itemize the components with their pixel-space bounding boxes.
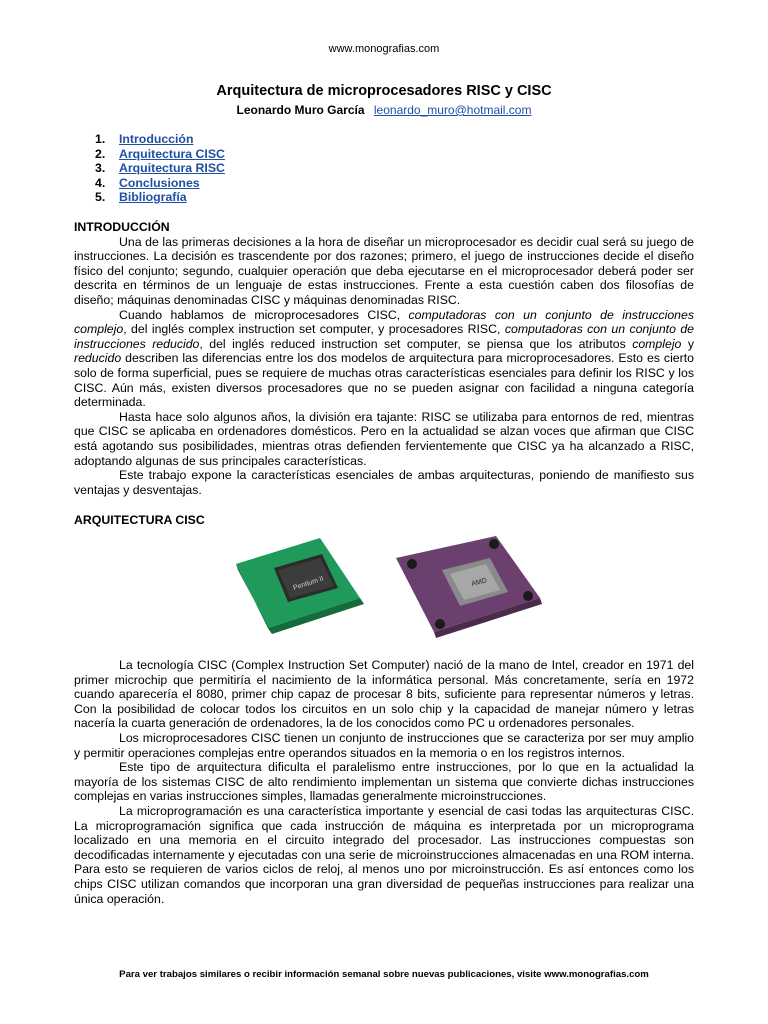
author-email-link[interactable]: leonardo_muro@hotmail.com xyxy=(373,103,532,117)
cisc-heading-block xyxy=(74,513,694,528)
italic-text: computadoras con un conjunto de instrucciones complejo xyxy=(74,307,694,337)
introduccion-section xyxy=(74,220,694,497)
toc-number: 4. xyxy=(95,175,106,190)
processor-images xyxy=(228,528,548,640)
paragraph: La tecnología CISC (Complex Instruction Set Computer) nació de la mano de Intel, creador en 1971 del primer microchip que permitiría el nacimiento de la informática personal. Más concretamente, sería en 1972 cuando aparecería el 8080, primer chip capaz de procesar 8 bits, suficiente para representar números y letras. Con la posibilidad de colocar todos los circuitos en un solo chip y la capacidad de manejar número y letras nacería la cuarta generación de ordenadores, la de los conocidos como PC u ordenadores personales. xyxy=(74,658,694,731)
toc-link-arquitectura-cisc[interactable]: Arquitectura CISC xyxy=(119,146,225,161)
paragraph: Este tipo de arquitectura dificulta el paralelismo entre instrucciones, por lo que en la actualidad la mayoría de los sistemas CISC de alto rendimiento implementan un sistema que convierte dichas instrucciones complejas en varias instrucciones simples, llamadas generalmente microinstrucciones. xyxy=(74,760,694,804)
toc-item xyxy=(95,161,225,176)
toc-link-bibliografia[interactable]: Bibliografía xyxy=(119,190,187,205)
toc-link-arquitectura-risc[interactable]: Arquitectura RISC xyxy=(119,161,225,176)
text-run: Cuando hablamos de microprocesadores CISC, xyxy=(119,307,409,322)
paragraph: Hasta hace solo algunos años, la división era tajante: RISC se utilizaba para entornos de red, mientras que CISC se aplicaba en ordenadores domésticos. Pero en la actualidad se alzan voces que afirman que CISC está agotando sus posibilidades, mientras otras defienden fervientemente que CISC ya ha alcanzado a RISC, adoptando algunas de sus principales características. xyxy=(74,409,694,468)
paragraph xyxy=(74,308,694,410)
text-run: , del inglés reduced instruction set computer, se piensa que los atributos xyxy=(199,336,633,351)
italic-text: reducido xyxy=(74,351,122,366)
toc-number: 3. xyxy=(95,161,106,176)
amd-chip-image xyxy=(396,536,542,638)
toc-item xyxy=(95,132,225,147)
toc-item xyxy=(95,147,225,162)
table-of-contents xyxy=(95,132,225,205)
intel-chip-image xyxy=(236,538,364,634)
toc-item xyxy=(95,176,225,191)
toc-link-conclusiones[interactable]: Conclusiones xyxy=(119,175,200,190)
intel-chip-marking: Pentium II xyxy=(292,575,325,592)
paragraph: Este trabajo expone la características esenciales de ambas arquitecturas, poniendo de manifiesto sus ventajas y desventajas. xyxy=(74,468,694,497)
toc-item xyxy=(95,190,225,205)
document-title: Arquitectura de microprocesadores RISC y CISC xyxy=(216,83,552,99)
processor-illustration xyxy=(228,528,548,640)
paragraph: La microprogramación es una característica importante y esencial de casi todas las arquitecturas CISC. La microprogramación significa que cada instrucción de máquina es interpretada por un microprograma localizado en una memoria en el circuito integrado del procesador. Las instrucciones compuestas son decodificadas internamente y ejecutadas con una serie de microinstrucciones almacenadas en una ROM interna. Para esto se requieren de varios ciclos de reloj, al menos uno por microinstrucción. Es así entonces como los chips CISC utilizan comandos que incorporan una gran diversidad de pequeñas instrucciones para realizar una única operación. xyxy=(74,803,694,906)
author-line xyxy=(0,103,768,118)
section-heading-arquitectura-cisc: ARQUITECTURA CISC xyxy=(74,513,205,527)
paragraph: Una de las primeras decisiones a la hora de diseñar un microprocesador es decidir cual será su juego de instrucciones. La decisión es trascendente por dos razones; primero, el juego de instrucciones decide el diseño físico del conjunto; segundo, cualquier operación que deba ejecutarse en el microprocesador deberá poder ser descrita en términos de un lenguaje de estas instrucciones. Frente a esta cuestión caben dos filosofías de diseño; máquinas denominadas CISC y máquinas denominadas RISC. xyxy=(74,234,694,307)
italic-text: complejo xyxy=(632,336,682,351)
author-name: Leonardo Muro García xyxy=(236,103,365,117)
text-run: describen las diferencias entre los dos modelos de arquitectura para microprocesadores. Esto es cierto solo de forma superficial, pues se requiere de muchas otras características esenciales para definir los RISC y los CISC. Aún más, existen diversos procesadores que no se pueden asignar con facilidad a ninguna categoría determinada. xyxy=(74,351,694,410)
page-footer: Para ver trabajos similares o recibir información semanal sobre nuevas publicaciones, visite www.monografias.com xyxy=(119,969,649,980)
paragraph: Los microprocesadores CISC tienen un conjunto de instrucciones que se caracteriza por ser muy amplio y permitir operaciones complejas entre operandos situados en la memoria o en los registros internos. xyxy=(74,730,694,760)
section-heading-introduccion: INTRODUCCIÓN xyxy=(74,220,170,234)
toc-number: 2. xyxy=(95,146,106,161)
text-run: , del inglés complex instruction set computer, y procesadores RISC, xyxy=(123,322,505,337)
toc-number: 1. xyxy=(95,132,106,146)
amd-chip-marking: AMD xyxy=(470,577,488,588)
toc-link-introduccion[interactable]: Introducción xyxy=(119,132,194,146)
italic-text: computadoras con un conjunto de instrucciones reducido xyxy=(74,322,695,351)
site-header: www.monografias.com xyxy=(328,43,440,55)
text-run: y xyxy=(681,336,694,351)
cisc-section xyxy=(74,658,694,906)
toc-number: 5. xyxy=(95,190,106,205)
